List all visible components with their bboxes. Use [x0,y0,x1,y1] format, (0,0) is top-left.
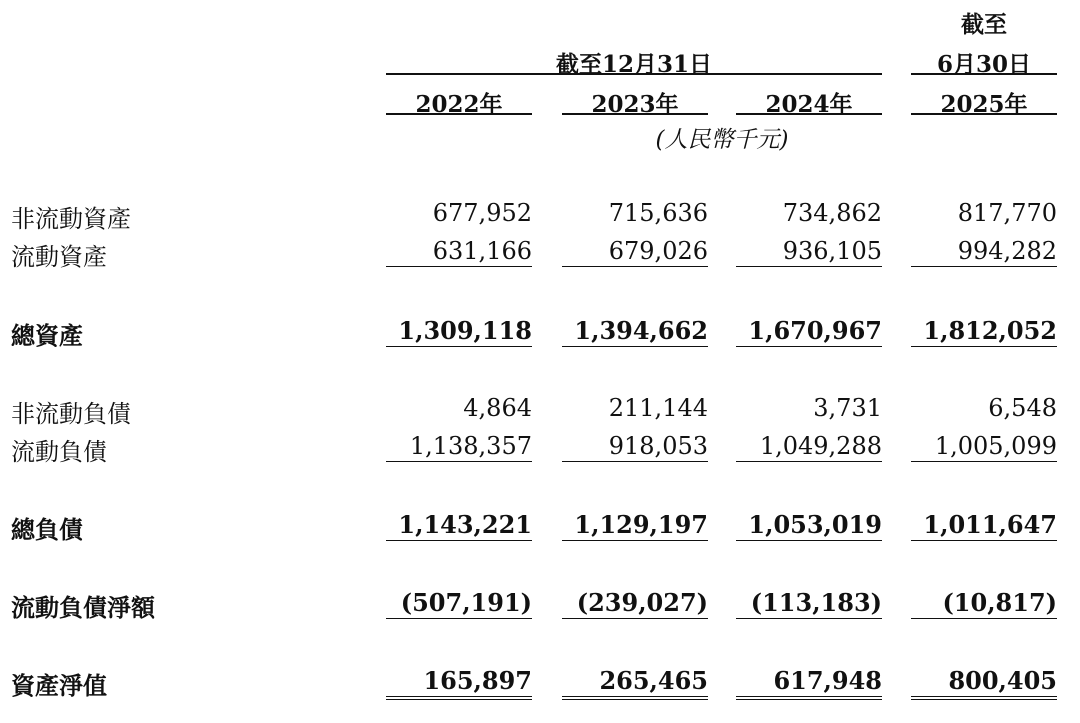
cell-value: 1,670,967 [736,316,882,347]
cell-value: (10,817) [911,588,1057,619]
header-asof-line1: 截至 [961,11,1007,38]
row-label: 總資產 [11,321,83,350]
cell-value: 165,897 [386,666,532,700]
cell-value: 1,812,052 [911,316,1057,347]
cell-value: 1,005,099 [911,432,1057,462]
header-asof-rule [911,73,1057,75]
row-label: 流動負債 [11,438,107,466]
cell-value: 677,952 [432,199,532,227]
year-rule [736,113,882,115]
cell-value: 6,548 [988,394,1057,422]
cell-value: 1,394,662 [562,316,708,347]
year-2023: 2023年 [591,91,679,118]
year-rule [911,113,1057,115]
cell-value: 734,862 [782,199,882,227]
cell-value: 631,166 [386,237,532,267]
cell-value: 936,105 [736,237,882,267]
cell-value: 265,465 [562,666,708,700]
cell-value: (239,027) [562,588,708,619]
cell-value: 1,049,288 [736,432,882,462]
cell-value: 1,053,019 [736,510,882,541]
cell-value: 3,731 [813,394,882,422]
cell-value: 817,770 [957,199,1057,227]
header-asof-line2: 6月30日 [936,51,1031,78]
cell-value: 800,405 [911,666,1057,700]
header-group-rule [386,73,882,75]
row-label: 資產淨值 [11,671,107,700]
year-rule [386,113,532,115]
cell-value: 1,309,118 [386,316,532,347]
row-label: 非流動負債 [11,400,131,428]
cell-value: 4,864 [463,394,532,422]
year-2025: 2025年 [940,91,1028,118]
cell-value: 1,138,357 [386,432,532,462]
row-label: 非流動資產 [11,205,131,233]
row-label: 流動資產 [11,243,107,271]
cell-value: 617,948 [736,666,882,700]
cell-value: (507,191) [386,588,532,619]
cell-value: 679,026 [562,237,708,267]
row-label: 總負債 [11,515,83,544]
currency-unit: (人民幣千元) [655,127,789,153]
year-2024: 2024年 [765,91,853,118]
cell-value: 918,053 [562,432,708,462]
cell-value: 715,636 [608,199,708,227]
cell-value: (113,183) [736,588,882,619]
cell-value: 1,129,197 [562,510,708,541]
cell-value: 1,011,647 [911,510,1057,541]
cell-value: 211,144 [608,394,708,422]
cell-value: 994,282 [911,237,1057,267]
year-2022: 2022年 [415,91,503,118]
row-label: 流動負債淨額 [11,593,155,622]
header-group-label: 截至12月31日 [555,51,712,78]
year-rule [562,113,708,115]
cell-value: 1,143,221 [386,510,532,541]
